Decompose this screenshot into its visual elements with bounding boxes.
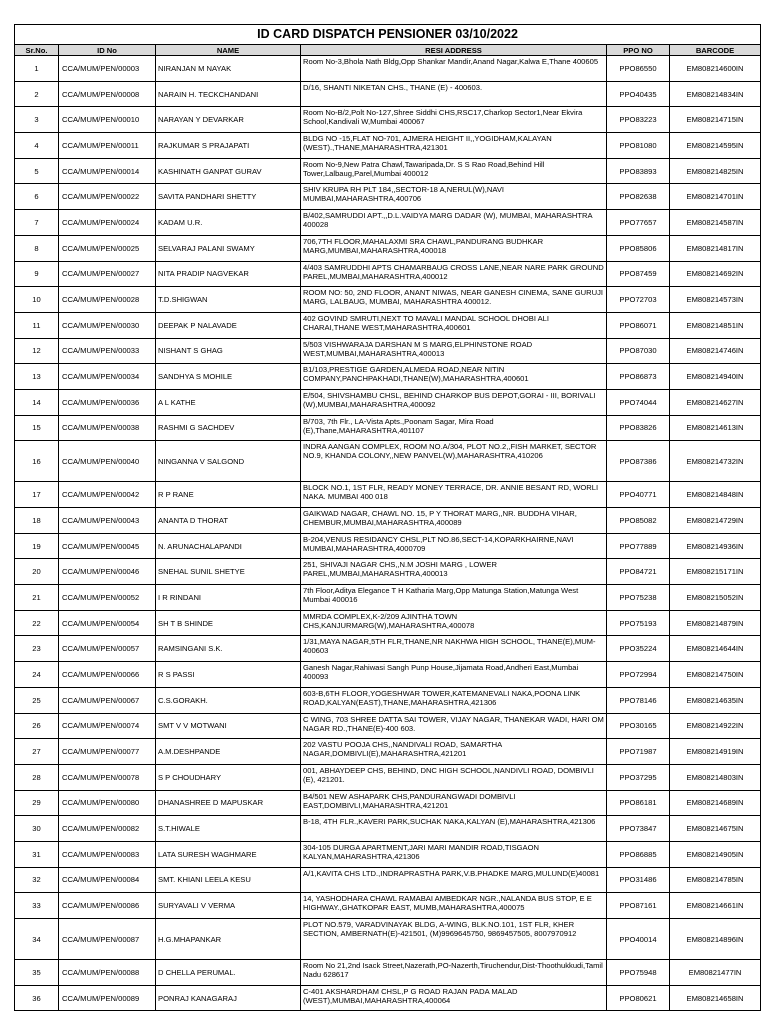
- cell-ppo-no: PPO86873: [607, 364, 670, 390]
- table-row: [15, 389, 761, 415]
- cell-barcode: EM808214750IN: [670, 662, 761, 688]
- cell-id-no: CCA/MUM/PEN/00034: [59, 364, 156, 390]
- cell-barcode: EM808214922IN: [670, 713, 761, 739]
- cell-id-no: CCA/MUM/PEN/00028: [59, 287, 156, 313]
- cell-barcode: EM808215052IN: [670, 585, 761, 611]
- cell-name: N. ARUNACHALAPANDI: [156, 533, 301, 559]
- cell-name: SANDHYA S MOHILE: [156, 364, 301, 390]
- cell-ppo-no: PPO71987: [607, 739, 670, 765]
- cell-barcode: EM808214785IN: [670, 867, 761, 893]
- cell-name: H.G.MHAPANKAR: [156, 919, 301, 960]
- table-row: [15, 985, 761, 1011]
- cell-address: Room No 21,2nd Isack Street,Nazerath,PO-Nazerth,Tiruchendur,Dist-Thoothukkudi,Tamil Nadu 628617: [301, 960, 607, 986]
- table-row: [15, 287, 761, 313]
- cell-id-no: CCA/MUM/PEN/00074: [59, 713, 156, 739]
- cell-sr-no: 2: [15, 81, 59, 107]
- cell-name: RAJKUMAR S PRAJAPATI: [156, 133, 301, 159]
- cell-name: S P CHOUDHARY: [156, 764, 301, 790]
- cell-address: 304-105 DURGA APARTMENT,JARI MARI MANDIR ROAD,TISGAON KALYAN,MAHARASHTRA,421306: [301, 841, 607, 867]
- cell-barcode: EM808214919IN: [670, 739, 761, 765]
- cell-name: RAMSINGANI S.K.: [156, 636, 301, 662]
- table-row: [15, 235, 761, 261]
- cell-ppo-no: PPO37295: [607, 764, 670, 790]
- cell-ppo-no: PPO77657: [607, 210, 670, 236]
- cell-barcode: EM808214595IN: [670, 133, 761, 159]
- cell-address: 202 VASTU POOJA CHS,,NANDIVALI ROAD, SAMARTHA NAGAR,DOMBIVLI(E),MAHARASHTRA,421201: [301, 739, 607, 765]
- cell-barcode: EM808214675IN: [670, 816, 761, 842]
- cell-id-no: CCA/MUM/PEN/00084: [59, 867, 156, 893]
- cell-name: NARAYAN Y DEVARKAR: [156, 107, 301, 133]
- cell-name: RASHMI G SACHDEV: [156, 415, 301, 441]
- cell-name: PONRAJ KANAGARAJ: [156, 985, 301, 1011]
- table-row: [15, 312, 761, 338]
- cell-barcode: EM808214658IN: [670, 985, 761, 1011]
- table-row: [15, 662, 761, 688]
- cell-barcode: EM808214715IN: [670, 107, 761, 133]
- dispatch-sheet: [14, 24, 760, 1011]
- cell-id-no: CCA/MUM/PEN/00077: [59, 739, 156, 765]
- table-row: [15, 960, 761, 986]
- col-header-sr: Sr.No.: [15, 45, 59, 56]
- cell-address: 603-B,6TH FLOOR,YOGESHWAR TOWER,KATEMANEVALI NAKA,POONA LINK ROAD,KALYAN(EAST),THANE,MAHARASHTRA,421306: [301, 687, 607, 713]
- cell-sr-no: 33: [15, 893, 59, 919]
- cell-id-no: CCA/MUM/PEN/00036: [59, 389, 156, 415]
- cell-address: 4/403 SAMRUDDHI APTS CHAMARBAUG CROSS LANE,NEAR NARE PARK GROUND PAREL,MUMBAI,MAHARASHTRA,400012: [301, 261, 607, 287]
- cell-ppo-no: PPO75948: [607, 960, 670, 986]
- cell-address: B-18, 4TH FLR.,KAVERI PARK,SUCHAK NAKA,KALYAN (E),MAHARASHTRA,421306: [301, 816, 607, 842]
- cell-ppo-no: PPO84721: [607, 559, 670, 585]
- cell-name: DHANASHREE D MAPUSKAR: [156, 790, 301, 816]
- col-header-ppo: PPO NO: [607, 45, 670, 56]
- cell-barcode: EM808214613IN: [670, 415, 761, 441]
- cell-sr-no: 9: [15, 261, 59, 287]
- cell-sr-no: 30: [15, 816, 59, 842]
- cell-barcode: EM808214834IN: [670, 81, 761, 107]
- cell-ppo-no: PPO31486: [607, 867, 670, 893]
- col-header-address: RESI ADDRESS: [301, 45, 607, 56]
- cell-sr-no: 4: [15, 133, 59, 159]
- cell-ppo-no: PPO73847: [607, 816, 670, 842]
- cell-barcode: EM808214817IN: [670, 235, 761, 261]
- cell-name: A.M.DESHPANDE: [156, 739, 301, 765]
- cell-barcode: EM808214905IN: [670, 841, 761, 867]
- cell-id-no: CCA/MUM/PEN/00040: [59, 441, 156, 482]
- cell-sr-no: 3: [15, 107, 59, 133]
- cell-id-no: CCA/MUM/PEN/00088: [59, 960, 156, 986]
- cell-barcode: EM808214940IN: [670, 364, 761, 390]
- cell-name: LATA SURESH WAGHMARE: [156, 841, 301, 867]
- cell-ppo-no: PPO75238: [607, 585, 670, 611]
- cell-sr-no: 21: [15, 585, 59, 611]
- cell-address: B1/103,PRESTIGE GARDEN,ALMEDA ROAD,NEAR NITIN COMPANY,PANCHPAKHADI,THANE(W),MAHARASHTRA,400601: [301, 364, 607, 390]
- cell-name: SMT. KHIANI LEELA KESU: [156, 867, 301, 893]
- cell-ppo-no: PPO86071: [607, 312, 670, 338]
- cell-id-no: CCA/MUM/PEN/00033: [59, 338, 156, 364]
- cell-sr-no: 24: [15, 662, 59, 688]
- cell-address: 14, YASHODHARA CHAWL RAMABAI AMBEDKAR NGR.,NALANDA BUS STOP, E E HIGHWAY.,GHATKOPAR EAST, MUMB,MAHARASHTRA,400075: [301, 893, 607, 919]
- table-row: [15, 893, 761, 919]
- cell-name: DEEPAK P NALAVADE: [156, 312, 301, 338]
- cell-id-no: CCA/MUM/PEN/00087: [59, 919, 156, 960]
- cell-sr-no: 26: [15, 713, 59, 739]
- cell-barcode: EM808214627IN: [670, 389, 761, 415]
- cell-name: KADAM U.R.: [156, 210, 301, 236]
- cell-barcode: EM808214879IN: [670, 610, 761, 636]
- cell-name: NISHANT S GHAG: [156, 338, 301, 364]
- cell-sr-no: 10: [15, 287, 59, 313]
- table-row: [15, 867, 761, 893]
- cell-id-no: CCA/MUM/PEN/00086: [59, 893, 156, 919]
- table-row: [15, 482, 761, 508]
- cell-id-no: CCA/MUM/PEN/00082: [59, 816, 156, 842]
- table-body: [15, 56, 761, 1011]
- cell-ppo-no: PPO78146: [607, 687, 670, 713]
- cell-name: ANANTA D THORAT: [156, 508, 301, 534]
- cell-address: B/402,SAMRUDDI APT.,,D.L.VAIDYA MARG DADAR (W), MUMBAI, MAHARASHTRA 400028: [301, 210, 607, 236]
- cell-sr-no: 1: [15, 56, 59, 82]
- cell-name: NIRANJAN M NAYAK: [156, 56, 301, 82]
- cell-ppo-no: PPO40771: [607, 482, 670, 508]
- cell-name: SURYAVALI V VERMA: [156, 893, 301, 919]
- cell-sr-no: 35: [15, 960, 59, 986]
- cell-address: ROOM NO: 50, 2ND FLOOR, ANANT NIWAS, NEAR GANESH CINEMA, SANE GURUJI MARG, LALBAUG, MUMBAI, MAHARASHTRA 400012.: [301, 287, 607, 313]
- cell-barcode: EM808214936IN: [670, 533, 761, 559]
- cell-address: GAIKWAD NAGAR, CHAWL NO. 15, P Y THORAT MARG,,NR. BUDDHA VIHAR, CHEMBUR,MUMBAI,MAHARASHTRA,400089: [301, 508, 607, 534]
- cell-id-no: CCA/MUM/PEN/00080: [59, 790, 156, 816]
- table-row: [15, 610, 761, 636]
- cell-name: SMT V V MOTWANI: [156, 713, 301, 739]
- cell-id-no: CCA/MUM/PEN/00083: [59, 841, 156, 867]
- cell-barcode: EM808215171IN: [670, 559, 761, 585]
- cell-ppo-no: PPO75193: [607, 610, 670, 636]
- cell-address: C WING, 703 SHREE DATTA SAI TOWER, VIJAY NAGAR, THANEKAR WADI, HARI OM NAGAR RD.,THANE(E)-400 603.: [301, 713, 607, 739]
- cell-address: 001, ABHAYDEEP CHS, BEHIND, DNC HIGH SCHOOL,NANDIVLI ROAD, DOMBIVLI (E), 421201.: [301, 764, 607, 790]
- table-row: [15, 508, 761, 534]
- cell-ppo-no: PPO86885: [607, 841, 670, 867]
- cell-address: 7th Floor,Aditya Elegance T H Katharia Marg,Opp Matunga Station,Matunga West Mumbai 400016: [301, 585, 607, 611]
- cell-sr-no: 18: [15, 508, 59, 534]
- cell-address: INDRA AANGAN COMPLEX, ROOM NO.A/304, PLOT NO.2,,FISH MARKET, SECTOR NO.9, KHANDA COLONY,,NEW PANVEL(W),MAHARASHTRA,410206: [301, 441, 607, 482]
- cell-sr-no: 14: [15, 389, 59, 415]
- cell-address: B-204,VENUS RESIDANCY CHSL,PLT NO.86,SECT-14,KOPARKHAIRNE,NAVI MUMBAI,MAHARASHTRA,4000709: [301, 533, 607, 559]
- table-row: [15, 585, 761, 611]
- cell-barcode: EM808214848IN: [670, 482, 761, 508]
- cell-sr-no: 17: [15, 482, 59, 508]
- cell-id-no: CCA/MUM/PEN/00046: [59, 559, 156, 585]
- cell-ppo-no: PPO40014: [607, 919, 670, 960]
- table-row: [15, 533, 761, 559]
- cell-id-no: CCA/MUM/PEN/00014: [59, 158, 156, 184]
- cell-address: MMRDA COMPLEX,K-2/209 AJINTHA TOWN CHS,KANJURMARG(W),MAHARASHTRA,400078: [301, 610, 607, 636]
- cell-ppo-no: PPO35224: [607, 636, 670, 662]
- table-row: [15, 261, 761, 287]
- cell-ppo-no: PPO77889: [607, 533, 670, 559]
- cell-name: R P RANE: [156, 482, 301, 508]
- dispatch-table: [14, 24, 761, 1011]
- cell-sr-no: 25: [15, 687, 59, 713]
- cell-sr-no: 12: [15, 338, 59, 364]
- cell-sr-no: 36: [15, 985, 59, 1011]
- cell-barcode: EM808214803IN: [670, 764, 761, 790]
- table-row: [15, 841, 761, 867]
- cell-ppo-no: PPO83893: [607, 158, 670, 184]
- table-row: [15, 636, 761, 662]
- cell-sr-no: 19: [15, 533, 59, 559]
- cell-address: D/16, SHANTI NIKETAN CHS., THANE (E) - 400603.: [301, 81, 607, 107]
- col-header-barcode: BARCODE: [670, 45, 761, 56]
- cell-id-no: CCA/MUM/PEN/00011: [59, 133, 156, 159]
- cell-name: T.D.SHIGWAN: [156, 287, 301, 313]
- cell-sr-no: 15: [15, 415, 59, 441]
- table-row: [15, 764, 761, 790]
- cell-address: B/703, 7th Flr., LA-Vista Apts.,Poonam Sagar, Mira Road (E),Thane,MAHARASHTRA,401107: [301, 415, 607, 441]
- cell-address: Ganesh Nagar,Rahiwasi Sangh Punp House,Jijamata Road,Andheri East,Mumbai 400093: [301, 662, 607, 688]
- table-row: [15, 441, 761, 482]
- cell-address: PLOT NO.579, VARADVINAYAK BLDG, A-WING, BLK.NO.101, 1ST FLR, KHER SECTION, AMBERNATH(E)-421501, (M)9969645750, 9869457505, 8007970912: [301, 919, 607, 960]
- cell-barcode: EM808214896IN: [670, 919, 761, 960]
- cell-sr-no: 7: [15, 210, 59, 236]
- cell-barcode: EM808214644IN: [670, 636, 761, 662]
- cell-id-no: CCA/MUM/PEN/00024: [59, 210, 156, 236]
- cell-address: B4/501 NEW ASHAPARK CHS,PANDURANGWADI DOMBIVLI EAST,DOMBIVLI,MAHARASHTRA,421201: [301, 790, 607, 816]
- cell-name: R S PASSI: [156, 662, 301, 688]
- cell-barcode: EM808214661IN: [670, 893, 761, 919]
- cell-ppo-no: PPO80621: [607, 985, 670, 1011]
- cell-barcode: EM808214692IN: [670, 261, 761, 287]
- cell-name: NITA PRADIP NAGVEKAR: [156, 261, 301, 287]
- cell-sr-no: 6: [15, 184, 59, 210]
- cell-sr-no: 27: [15, 739, 59, 765]
- cell-ppo-no: PPO81080: [607, 133, 670, 159]
- cell-barcode: EM808214729IN: [670, 508, 761, 534]
- cell-id-no: CCA/MUM/PEN/00042: [59, 482, 156, 508]
- cell-address: Room No-3,Bhola Nath Bldg,Opp Shankar Mandir,Anand Nagar,Kalwa E,Thane 400605: [301, 56, 607, 82]
- cell-sr-no: 13: [15, 364, 59, 390]
- cell-id-no: CCA/MUM/PEN/00043: [59, 508, 156, 534]
- table-row: [15, 687, 761, 713]
- cell-id-no: CCA/MUM/PEN/00054: [59, 610, 156, 636]
- cell-id-no: CCA/MUM/PEN/00008: [59, 81, 156, 107]
- cell-ppo-no: PPO82638: [607, 184, 670, 210]
- cell-sr-no: 32: [15, 867, 59, 893]
- cell-sr-no: 31: [15, 841, 59, 867]
- cell-ppo-no: PPO87030: [607, 338, 670, 364]
- cell-sr-no: 8: [15, 235, 59, 261]
- table-row: [15, 107, 761, 133]
- cell-barcode: EM808214825IN: [670, 158, 761, 184]
- cell-name: C.S.GORAKH.: [156, 687, 301, 713]
- cell-id-no: CCA/MUM/PEN/00052: [59, 585, 156, 611]
- cell-ppo-no: PPO83826: [607, 415, 670, 441]
- cell-address: Room No-B/2,Polt No-127,Shree Siddhi CHS,RSC17,Charkop Sector1,Near Ekvira School,Kandivali W,Mumbai 400067: [301, 107, 607, 133]
- cell-id-no: CCA/MUM/PEN/00066: [59, 662, 156, 688]
- cell-ppo-no: PPO72703: [607, 287, 670, 313]
- cell-sr-no: 22: [15, 610, 59, 636]
- cell-address: BLDG NO -15,FLAT NO-701, AJMERA HEIGHT II,,YOGIDHAM,KALAYAN (WEST).,THANE,MAHARASHTRA,421301: [301, 133, 607, 159]
- table-row: [15, 415, 761, 441]
- cell-ppo-no: PPO72994: [607, 662, 670, 688]
- cell-id-no: CCA/MUM/PEN/00057: [59, 636, 156, 662]
- cell-name: SAVITA PANDHARI SHETTY: [156, 184, 301, 210]
- cell-ppo-no: PPO74044: [607, 389, 670, 415]
- cell-barcode: EM808214732IN: [670, 441, 761, 482]
- cell-barcode: EM808214746IN: [670, 338, 761, 364]
- table-row: [15, 158, 761, 184]
- cell-id-no: CCA/MUM/PEN/00010: [59, 107, 156, 133]
- cell-address: E/504, SHIVSHAMBU CHSL, BEHIND CHARKOP BUS DEPOT,GORAI - III, BORIVALI (W),MUMBAI,MAHARASHTRA,400092: [301, 389, 607, 415]
- cell-name: NINGANNA V SALGOND: [156, 441, 301, 482]
- table-row: [15, 133, 761, 159]
- cell-name: S.T.HIWALE: [156, 816, 301, 842]
- cell-ppo-no: PPO85082: [607, 508, 670, 534]
- cell-id-no: CCA/MUM/PEN/00045: [59, 533, 156, 559]
- cell-barcode: EM808214587IN: [670, 210, 761, 236]
- cell-id-no: CCA/MUM/PEN/00089: [59, 985, 156, 1011]
- cell-ppo-no: PPO86550: [607, 56, 670, 82]
- table-row: [15, 56, 761, 82]
- cell-sr-no: 29: [15, 790, 59, 816]
- cell-address: 1/31,MAYA NAGAR,5TH FLR,THANE,NR NAKHWA HIGH SCHOOL, THANE(E),MUM-400603: [301, 636, 607, 662]
- cell-barcode: EM80821477IN: [670, 960, 761, 986]
- table-row: [15, 559, 761, 585]
- table-row: [15, 338, 761, 364]
- table-row: [15, 210, 761, 236]
- cell-sr-no: 16: [15, 441, 59, 482]
- cell-id-no: CCA/MUM/PEN/00027: [59, 261, 156, 287]
- table-row: [15, 81, 761, 107]
- cell-sr-no: 28: [15, 764, 59, 790]
- cell-id-no: CCA/MUM/PEN/00022: [59, 184, 156, 210]
- cell-name: KASHINATH GANPAT GURAV: [156, 158, 301, 184]
- cell-id-no: CCA/MUM/PEN/00067: [59, 687, 156, 713]
- cell-sr-no: 5: [15, 158, 59, 184]
- cell-name: A L KATHE: [156, 389, 301, 415]
- table-row: [15, 184, 761, 210]
- cell-address: 251, SHIVAJI NAGAR CHS,,N.M JOSHI MARG , LOWER PAREL,MUMBAI,MAHARASHTRA,400013: [301, 559, 607, 585]
- cell-id-no: CCA/MUM/PEN/00038: [59, 415, 156, 441]
- cell-ppo-no: PPO40435: [607, 81, 670, 107]
- table-row: [15, 919, 761, 960]
- cell-address: BLOCK NO.1, 1ST FLR, READY MONEY TERRACE, DR. ANNIE BESANT RD, WORLI NAKA. MUMBAI 400 018: [301, 482, 607, 508]
- cell-address: A/1,KAVITA CHS LTD.,INDRAPRASTHA PARK,V.B.PHADKE MARG,MULUND(E)40081: [301, 867, 607, 893]
- col-header-id: ID No: [59, 45, 156, 56]
- cell-address: 5/503 VISHWARAJA DARSHAN M S MARG,ELPHINSTONE ROAD WEST,MUMBAI,MAHARASHTRA,400013: [301, 338, 607, 364]
- cell-name: D CHELLA PERUMAL.: [156, 960, 301, 986]
- cell-barcode: EM808214635IN: [670, 687, 761, 713]
- cell-ppo-no: PPO87386: [607, 441, 670, 482]
- cell-id-no: CCA/MUM/PEN/00030: [59, 312, 156, 338]
- cell-ppo-no: PPO83223: [607, 107, 670, 133]
- cell-sr-no: 34: [15, 919, 59, 960]
- cell-id-no: CCA/MUM/PEN/00025: [59, 235, 156, 261]
- cell-barcode: EM808214851IN: [670, 312, 761, 338]
- cell-sr-no: 23: [15, 636, 59, 662]
- cell-ppo-no: PPO87459: [607, 261, 670, 287]
- cell-name: NARAIN H. TECKCHANDANI: [156, 81, 301, 107]
- title-row: [15, 25, 761, 45]
- header-row: [15, 45, 761, 56]
- cell-address: Room No-9,New Patra Chawl,Tawaripada,Dr. S S Rao Road,Behind Hill Tower,Lalbaug,Parel,Mumbai 400012: [301, 158, 607, 184]
- cell-name: SELVARAJ PALANI SWAMY: [156, 235, 301, 261]
- cell-name: I R RINDANI: [156, 585, 301, 611]
- cell-barcode: EM808214573IN: [670, 287, 761, 313]
- cell-ppo-no: PPO85806: [607, 235, 670, 261]
- table-row: [15, 816, 761, 842]
- cell-address: 402 GOVIND SMRUTI,NEXT TO MAVALI MANDAL SCHOOL DHOBI ALI CHARAI,THANE WEST,MAHARASHTRA,400601: [301, 312, 607, 338]
- table-row: [15, 364, 761, 390]
- table-row: [15, 790, 761, 816]
- cell-address: SHIV KRUPA RH PLT 184,,SECTOR-18 A,NERUL(W),NAVI MUMBAI,MAHARASHTRA,400706: [301, 184, 607, 210]
- cell-name: SNEHAL SUNIL SHETYE: [156, 559, 301, 585]
- table-row: [15, 713, 761, 739]
- cell-id-no: CCA/MUM/PEN/00003: [59, 56, 156, 82]
- cell-address: C-401 AKSHARDHAM CHSL,P G ROAD RAJAN PADA MALAD (WEST),MUMBAI,MAHARASHTRA,400064: [301, 985, 607, 1011]
- cell-ppo-no: PPO30165: [607, 713, 670, 739]
- cell-barcode: EM808214600IN: [670, 56, 761, 82]
- table-row: [15, 739, 761, 765]
- cell-id-no: CCA/MUM/PEN/00078: [59, 764, 156, 790]
- col-header-name: NAME: [156, 45, 301, 56]
- cell-barcode: EM808214701IN: [670, 184, 761, 210]
- cell-ppo-no: PPO87161: [607, 893, 670, 919]
- cell-sr-no: 20: [15, 559, 59, 585]
- cell-ppo-no: PPO86181: [607, 790, 670, 816]
- cell-barcode: EM808214689IN: [670, 790, 761, 816]
- cell-name: SH T B SHINDE: [156, 610, 301, 636]
- document-title: ID CARD DISPATCH PENSIONER 03/10/2022: [15, 25, 761, 45]
- cell-sr-no: 11: [15, 312, 59, 338]
- cell-address: 706,7TH FLOOR,MAHALAXMI SRA CHAWL,PANDURANG BUDHKAR MARG,MUMBAI,MAHARASHTRA,400018: [301, 235, 607, 261]
